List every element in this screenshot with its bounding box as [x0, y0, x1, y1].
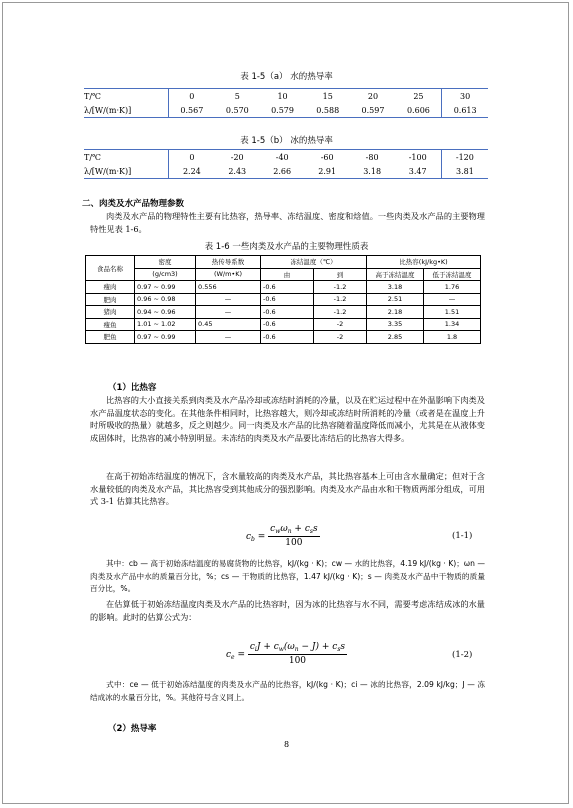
- table-row-label: λ/[W/(m·K)]: [84, 164, 169, 179]
- table-header: 食品名称: [86, 256, 135, 281]
- equation-1-1: $c_b$ = $\frac{c_w\omega_n + c_ss}{100}$: [246, 524, 318, 548]
- table-header: 由: [261, 268, 314, 281]
- table-row: 猪肉 0.94 ~ 0.96 — -0.6 -1.2 2.18 1.51: [86, 306, 481, 319]
- table-header: 比热容(kJ/kg•K): [367, 256, 481, 269]
- table-row: 肥肉 0.96 ~ 0.98 — -0.6 -1.2 2.51 —: [86, 293, 481, 306]
- table-row: 肥鱼 0.97 ~ 0.99 — -0.6 -2 2.85 1.8: [86, 331, 481, 344]
- paragraph: 比热容的大小直接关系到肉类及水产品冷却或冻结时消耗的冷量，以及在贮运过程中在外温影响下肉类及水产品温度状态的变化。在其他条件相同时，比热容越大，则冷却或冻结时所消耗的冷量（或者是在温度上升时所吸收的热量）就越多，反之则越少。同一肉类及水产品的比热容随着温度降低而减小，尤其是在从液体变成固体时，比热容的减小特别明显。未冻结的肉类及水产品要比冻结后的比热容大得多。: [90, 395, 485, 443]
- table-row-label: T/℃: [84, 150, 169, 165]
- table-row: 瘦鱼 1.01 ~ 1.02 0.45 -0.6 -2 3.35 1.34: [86, 318, 481, 331]
- section-heading: 二、肉类及水产品物理参数: [82, 199, 185, 209]
- table-row-label: λ/[W/(m·K)]: [84, 103, 169, 118]
- subsection-heading: （2）热导率: [108, 724, 157, 734]
- table-header: 高于冻结温度: [367, 268, 424, 281]
- meat-table-caption: 表 1-6 一些肉类及水产品的主要物理性质表: [204, 242, 369, 252]
- ice-table-caption: 表 1-5（b） 冰的热导率: [240, 136, 333, 146]
- water-table-caption: 表 1-5（a） 水的热导率: [240, 72, 333, 82]
- paragraph: 在估算低于初始冻结温度肉类及水产品的比热容时，因为冰的比热容与水不同，需要考虑冻结成冰的水量的影响。此时的估算公式为：: [90, 599, 485, 622]
- page-number: 8: [283, 740, 290, 749]
- table-header: (g/cm3): [135, 268, 196, 281]
- table-header: 热传导系数: [196, 256, 261, 269]
- paragraph: 式中：ce — 低于初始冻结温度的肉类及水产品的比热容，kJ/(kg · K)；ci — 冰的比热容，2.09 kJ/kg；J — 冻结成冰的水量百分比，%。其他符号含义同上。: [90, 680, 485, 702]
- table-row: 瘦肉 0.97 ~ 0.99 0.556 -0.6 -1.2 3.18 1.76: [86, 281, 481, 294]
- equation-1-2: $c_e$ = $\frac{c_iJ + c_w(\omega_n - J) + c_ss}{100}$: [226, 642, 346, 666]
- subsection-heading: （1）比热容: [108, 383, 157, 393]
- ice-conductivity-table: T/℃ 0 -20 -40 -60 -80 -100 -120 λ/[W/(m·K)] 2.24 2.43 2.66 2.91 3.18 3.47 3.81: [84, 149, 488, 179]
- table-header: (W/m•K): [196, 268, 261, 281]
- table-header: 密度: [135, 256, 196, 269]
- equation-number: (1-1): [452, 531, 473, 541]
- paragraph: 肉类及水产品的物理特性主要有比热容，热导率、冻结温度、密度和焓值。一些肉类及水产品的主要物理特性见表 1-6。: [90, 211, 485, 234]
- water-conductivity-table: T/℃ 0 5 10 15 20 25 30 λ/[W/(m·K)] 0.567 0.570 0.579 0.588 0.597 0.606 0.613: [84, 88, 488, 118]
- table-row-label: T/℃: [84, 89, 169, 104]
- meat-properties-table: [85, 255, 481, 344]
- equation-number: (1-2): [452, 650, 473, 660]
- paragraph: 在高于初始冻结温度的情况下，含水量较高的肉类及水产品，其比热容基本上可由含水量确定；但对于含水量较低的肉类及水产品，其比热容受到其他成分的强烈影响。肉类及水产品由水和干物质两部分组成，可用式 3-1 估算其比热容。: [90, 471, 485, 507]
- table-header: 到: [314, 268, 367, 281]
- table-header: 低于冻结温度: [424, 268, 481, 281]
- table-header: 冻结温度（℃）: [261, 256, 367, 269]
- paragraph: 其中：cb — 高于初始冻结温度的易腐货物的比热容，kJ/(kg · K)；cw — 水的比热容，4.19 kJ/(kg · K)；ωn — 肉类及水产品中水的质量百分比，%；cs — 干物质的比热容，1.47 kJ/(kg · K)；s — 肉类及水产品中干物质的质量百分比，%。: [90, 559, 485, 594]
